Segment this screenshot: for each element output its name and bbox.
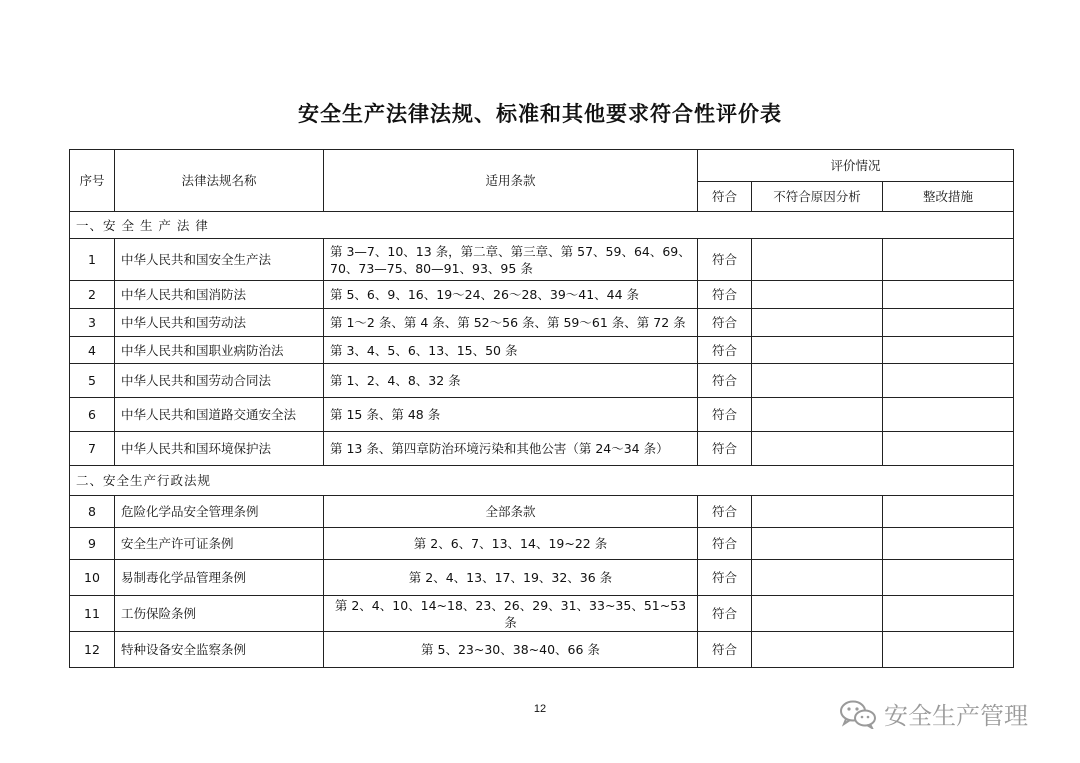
row-clause: 第 3—7、10、13 条，第二章、第三章、第 57、59、64、69、70、73—75、80—91、93、95 条 [324, 239, 698, 281]
table-row [70, 632, 1014, 668]
row-name: 中华人民共和国消防法 [115, 281, 324, 309]
row-clause: 第 13 条、第四章防治环境污染和其他公害（第 24～34 条） [324, 432, 698, 466]
row-clause: 第 1、2、4、8、32 条 [324, 364, 698, 398]
row-measure [883, 239, 1014, 281]
row-reason [752, 496, 883, 528]
row-no: 4 [70, 337, 115, 364]
header-conform: 符合 [698, 182, 752, 212]
table-row [70, 281, 1014, 309]
table-row [70, 528, 1014, 560]
section-title: 二、安全生产行政法规 [70, 466, 1014, 496]
row-measure [883, 496, 1014, 528]
table-row [70, 496, 1014, 528]
row-measure [883, 364, 1014, 398]
row-clause: 第 2、4、13、17、19、32、36 条 [324, 560, 698, 596]
row-reason [752, 239, 883, 281]
row-no: 1 [70, 239, 115, 281]
document-title: 安全生产法律法规、标准和其他要求符合性评价表 [298, 101, 782, 126]
row-reason [752, 560, 883, 596]
row-name: 工伤保险条例 [115, 596, 324, 632]
row-result: 符合 [698, 337, 752, 364]
row-measure [883, 398, 1014, 432]
row-result: 符合 [698, 560, 752, 596]
row-name: 中华人民共和国劳动法 [115, 309, 324, 337]
row-clause: 第 2、6、7、13、14、19~22 条 [324, 528, 698, 560]
row-result: 符合 [698, 364, 752, 398]
row-no: 8 [70, 496, 115, 528]
table-row [70, 364, 1014, 398]
row-measure [883, 632, 1014, 668]
row-no: 12 [70, 632, 115, 668]
section-row [70, 212, 1014, 239]
row-name: 易制毒化学品管理条例 [115, 560, 324, 596]
header-measure: 整改措施 [883, 182, 1014, 212]
row-name: 中华人民共和国环境保护法 [115, 432, 324, 466]
row-clause: 第 1～2 条、第 4 条、第 52～56 条、第 59～61 条、第 72 条 [324, 309, 698, 337]
header-reason: 不符合原因分析 [752, 182, 883, 212]
row-no: 3 [70, 309, 115, 337]
table-row [70, 337, 1014, 364]
row-no: 2 [70, 281, 115, 309]
wechat-icon [838, 699, 878, 729]
row-name: 中华人民共和国劳动合同法 [115, 364, 324, 398]
row-measure [883, 596, 1014, 632]
row-result: 符合 [698, 632, 752, 668]
row-result: 符合 [698, 309, 752, 337]
row-reason [752, 632, 883, 668]
row-result: 符合 [698, 281, 752, 309]
watermark [838, 696, 1028, 731]
row-result: 符合 [698, 239, 752, 281]
row-clause: 第 15 条、第 48 条 [324, 398, 698, 432]
row-clause: 第 5、23~30、38~40、66 条 [324, 632, 698, 668]
header-clause: 适用条款 [324, 150, 698, 212]
row-result: 符合 [698, 596, 752, 632]
watermark-text: 安全生产管理 [884, 702, 1028, 730]
row-measure [883, 337, 1014, 364]
row-reason [752, 596, 883, 632]
row-result: 符合 [698, 528, 752, 560]
table-row [70, 309, 1014, 337]
table-row [70, 398, 1014, 432]
section-row [70, 466, 1014, 496]
row-reason [752, 398, 883, 432]
row-clause: 第 3、4、5、6、13、15、50 条 [324, 337, 698, 364]
row-result: 符合 [698, 496, 752, 528]
row-reason [752, 364, 883, 398]
row-measure [883, 309, 1014, 337]
page-number: 12 [533, 703, 547, 715]
table-row [70, 596, 1014, 632]
row-name: 安全生产许可证条例 [115, 528, 324, 560]
row-no: 5 [70, 364, 115, 398]
row-clause: 全部条款 [324, 496, 698, 528]
row-name: 中华人民共和国职业病防治法 [115, 337, 324, 364]
row-no: 6 [70, 398, 115, 432]
row-name: 中华人民共和国安全生产法 [115, 239, 324, 281]
row-clause: 第 2、4、10、14~18、23、26、29、31、33~35、51~53 条 [324, 596, 698, 632]
header-no: 序号 [70, 150, 115, 212]
row-result: 符合 [698, 432, 752, 466]
row-measure [883, 560, 1014, 596]
row-reason [752, 337, 883, 364]
header-name: 法律法规名称 [115, 150, 324, 212]
row-name: 特种设备安全监察条例 [115, 632, 324, 668]
row-no: 10 [70, 560, 115, 596]
table-row [70, 432, 1014, 466]
row-no: 7 [70, 432, 115, 466]
row-no: 11 [70, 596, 115, 632]
row-measure [883, 281, 1014, 309]
row-measure [883, 528, 1014, 560]
row-clause: 第 5、6、9、16、19～24、26～28、39～41、44 条 [324, 281, 698, 309]
table-row [70, 239, 1014, 281]
row-reason [752, 281, 883, 309]
header-evaluation: 评价情况 [698, 150, 1014, 182]
compliance-evaluation-table [69, 149, 1014, 668]
row-result: 符合 [698, 398, 752, 432]
table-row [70, 560, 1014, 596]
row-reason [752, 528, 883, 560]
row-no: 9 [70, 528, 115, 560]
section-title: 一、安 全 生 产 法 律 [70, 212, 1014, 239]
row-reason [752, 309, 883, 337]
row-name: 危险化学品安全管理条例 [115, 496, 324, 528]
row-reason [752, 432, 883, 466]
row-measure [883, 432, 1014, 466]
row-name: 中华人民共和国道路交通安全法 [115, 398, 324, 432]
